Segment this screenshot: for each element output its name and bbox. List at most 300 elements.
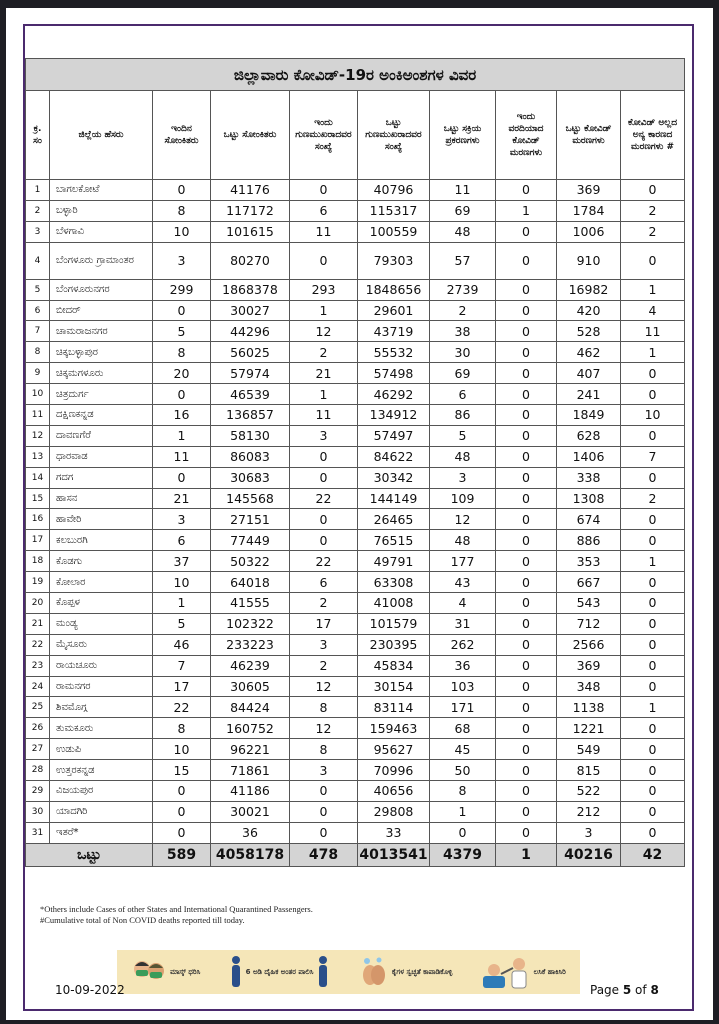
value-cell: 11 — [290, 405, 358, 426]
value-cell: 0 — [496, 613, 557, 634]
total-value: 40216 — [557, 843, 621, 866]
value-cell: 0 — [621, 613, 685, 634]
value-cell: 27 — [26, 739, 50, 760]
value-cell: 30027 — [211, 300, 290, 321]
value-cell: 41186 — [211, 781, 290, 802]
value-cell: 2 — [26, 200, 50, 221]
district-name-cell: ಚಾಮರಾಜನಗರ — [50, 321, 153, 342]
district-name-cell: ಚಿಕ್ಕಮಗಳೂರು — [50, 363, 153, 384]
value-cell: 6 — [26, 300, 50, 321]
district-name-cell: ಬೆಳಗಾವಿ — [50, 221, 153, 242]
table-row — [26, 551, 685, 572]
value-cell: 26465 — [358, 509, 430, 530]
value-cell: 86083 — [211, 446, 290, 467]
value-cell: 3 — [557, 822, 621, 843]
value-cell: 159463 — [358, 718, 430, 739]
value-cell: 1 — [290, 300, 358, 321]
value-cell: 21 — [153, 488, 211, 509]
value-cell: 48 — [430, 530, 496, 551]
value-cell: 230395 — [358, 634, 430, 655]
footnote-non-covid: #Cumulative total of Non COVID deaths reported till today. — [40, 915, 245, 925]
district-name-cell: ಮೈಸೂರು — [50, 634, 153, 655]
value-cell: 76515 — [358, 530, 430, 551]
value-cell: 0 — [496, 321, 557, 342]
value-cell: 3 — [290, 760, 358, 781]
value-cell: 41555 — [211, 593, 290, 614]
header-cell: ಕೋವಿಡ್ ಅಲ್ಲದ ಅನ್ಯ ಕಾರಣದ ಮರಣಗಳು # — [621, 91, 685, 180]
table-row — [26, 801, 685, 822]
page-number: Page 5 of 8 — [590, 983, 659, 997]
value-cell: 0 — [290, 467, 358, 488]
value-cell: 144149 — [358, 488, 430, 509]
table-row — [26, 363, 685, 384]
value-cell: 0 — [496, 279, 557, 300]
value-cell: 6 — [290, 200, 358, 221]
header-cell: ಇಂದು ಗುಣಮುಖರಾದವರ ಸಂಖ್ಯೆ — [290, 91, 358, 180]
value-cell: 46239 — [211, 655, 290, 676]
value-cell: 31 — [430, 613, 496, 634]
table-row — [26, 446, 685, 467]
value-cell: 0 — [496, 781, 557, 802]
value-cell: 0 — [496, 551, 557, 572]
value-cell: 0 — [290, 822, 358, 843]
value-cell: 0 — [621, 718, 685, 739]
value-cell: 8 — [26, 342, 50, 363]
value-cell: 2566 — [557, 634, 621, 655]
value-cell: 4 — [26, 242, 50, 279]
value-cell: 5 — [26, 279, 50, 300]
value-cell: 55532 — [358, 342, 430, 363]
header-cell: ಒಟ್ಟು ಗುಣಮುಖರಾದವರ ಸಂಖ್ಯೆ — [358, 91, 430, 180]
value-cell: 0 — [153, 781, 211, 802]
total-value: 4013541 — [358, 843, 430, 866]
district-name-cell: ಹಾವೇರಿ — [50, 509, 153, 530]
value-cell: 1 — [621, 551, 685, 572]
value-cell: 0 — [496, 822, 557, 843]
value-cell: 3 — [26, 221, 50, 242]
value-cell: 50322 — [211, 551, 290, 572]
district-name-cell: ತುಮಕೂರು — [50, 718, 153, 739]
value-cell: 44296 — [211, 321, 290, 342]
value-cell: 0 — [496, 655, 557, 676]
value-cell: 40796 — [358, 180, 430, 201]
value-cell: 0 — [496, 405, 557, 426]
value-cell: 0 — [430, 822, 496, 843]
value-cell: 667 — [557, 572, 621, 593]
district-name-cell: ಬೀದರ್ — [50, 300, 153, 321]
value-cell: 17 — [26, 530, 50, 551]
value-cell: 68 — [430, 718, 496, 739]
value-cell: 13 — [26, 446, 50, 467]
district-name-cell: ಕೋಲಾರ — [50, 572, 153, 593]
value-cell: 2739 — [430, 279, 496, 300]
value-cell: 0 — [496, 739, 557, 760]
value-cell: 109 — [430, 488, 496, 509]
district-name-cell: ಶಿವಮೊಗ್ಗ — [50, 697, 153, 718]
header-cell: ಒಟ್ಟು ಸೋಂಕಿತರು — [211, 91, 290, 180]
value-cell: 9 — [26, 363, 50, 384]
table-row — [26, 321, 685, 342]
value-cell: 1 — [496, 200, 557, 221]
value-cell: 46292 — [358, 384, 430, 405]
value-cell: 20 — [153, 363, 211, 384]
value-cell: 57974 — [211, 363, 290, 384]
value-cell: 1308 — [557, 488, 621, 509]
value-cell: 2 — [290, 342, 358, 363]
value-cell: 11 — [153, 446, 211, 467]
value-cell: 30 — [430, 342, 496, 363]
value-cell: 0 — [290, 801, 358, 822]
value-cell: 115317 — [358, 200, 430, 221]
value-cell: 6 — [290, 572, 358, 593]
total-row — [26, 843, 685, 866]
value-cell: 29601 — [358, 300, 430, 321]
person-right-icon — [316, 955, 330, 989]
district-name-cell: ದಾವಣಗೆರೆ — [50, 425, 153, 446]
value-cell: 462 — [557, 342, 621, 363]
vaccine-text: ಲಸಿಕೆ ಹಾಕಿಸಿರಿ — [533, 967, 566, 976]
value-cell: 0 — [621, 384, 685, 405]
total-value: 478 — [290, 843, 358, 866]
value-cell: 23 — [26, 655, 50, 676]
district-name-cell: ಇತರೆ* — [50, 822, 153, 843]
district-name-cell: ಕಲಬುರಗಿ — [50, 530, 153, 551]
value-cell: 45 — [430, 739, 496, 760]
value-cell: 8 — [153, 718, 211, 739]
value-cell: 241 — [557, 384, 621, 405]
value-cell: 25 — [26, 697, 50, 718]
value-cell: 33 — [358, 822, 430, 843]
value-cell: 0 — [621, 509, 685, 530]
value-cell: 2 — [621, 221, 685, 242]
value-cell: 63308 — [358, 572, 430, 593]
value-cell: 101579 — [358, 613, 430, 634]
value-cell: 0 — [496, 384, 557, 405]
value-cell: 84622 — [358, 446, 430, 467]
value-cell: 0 — [290, 781, 358, 802]
value-cell: 1 — [621, 279, 685, 300]
value-cell: 0 — [290, 242, 358, 279]
value-cell: 0 — [621, 593, 685, 614]
table-row — [26, 613, 685, 634]
value-cell: 0 — [496, 363, 557, 384]
value-cell: 26 — [26, 718, 50, 739]
value-cell: 17 — [290, 613, 358, 634]
value-cell: 57498 — [358, 363, 430, 384]
value-cell: 22 — [290, 551, 358, 572]
value-cell: 233223 — [211, 634, 290, 655]
mask-segment — [131, 954, 200, 990]
district-name-cell: ಗದಗ — [50, 467, 153, 488]
table-row — [26, 655, 685, 676]
hands-text: ಕೈಗಳ ಸ್ವಚ್ಛತೆ ಕಾಪಾಡಿಕೊಳ್ಳಿ — [391, 967, 453, 976]
value-cell: 29 — [26, 781, 50, 802]
district-name-cell: ಚಿಕ್ಕಬಳ್ಳಾಪುರ — [50, 342, 153, 363]
district-name-cell: ವಿಜಯಪುರ — [50, 781, 153, 802]
value-cell: 48 — [430, 221, 496, 242]
district-name-cell: ರಾಮನಗರ — [50, 676, 153, 697]
value-cell: 145568 — [211, 488, 290, 509]
value-cell: 10 — [153, 221, 211, 242]
value-cell: 0 — [496, 718, 557, 739]
value-cell: 353 — [557, 551, 621, 572]
value-cell: 369 — [557, 655, 621, 676]
table-row — [26, 530, 685, 551]
value-cell: 3 — [153, 242, 211, 279]
value-cell: 5 — [430, 425, 496, 446]
value-cell: 0 — [621, 572, 685, 593]
value-cell: 8 — [153, 342, 211, 363]
value-cell: 11 — [621, 321, 685, 342]
value-cell: 815 — [557, 760, 621, 781]
value-cell: 71861 — [211, 760, 290, 781]
value-cell: 549 — [557, 739, 621, 760]
value-cell: 27151 — [211, 509, 290, 530]
table-row — [26, 718, 685, 739]
district-name-cell: ರಾಯಚೂರು — [50, 655, 153, 676]
value-cell: 15 — [26, 488, 50, 509]
page-total: 8 — [650, 983, 659, 997]
value-cell: 3 — [153, 509, 211, 530]
table-row — [26, 760, 685, 781]
value-cell: 3 — [290, 425, 358, 446]
value-cell: 712 — [557, 613, 621, 634]
value-cell: 16982 — [557, 279, 621, 300]
page-current: 5 — [622, 983, 632, 997]
district-name-cell: ದಕ್ಷಿಣಕನ್ನಡ — [50, 405, 153, 426]
value-cell: 31 — [26, 822, 50, 843]
value-cell: 522 — [557, 781, 621, 802]
value-cell: 95627 — [358, 739, 430, 760]
value-cell: 1221 — [557, 718, 621, 739]
value-cell: 1 — [26, 180, 50, 201]
table-title: ಜಿಲ್ಲಾವಾರು ಕೋವಿಡ್-19ರ ಅಂಕಿಅಂಶಗಳ ವಿವರ — [26, 59, 685, 91]
mask-text: ಮಾಸ್ಕ್ ಧರಿಸಿ — [170, 967, 201, 976]
value-cell: 117172 — [211, 200, 290, 221]
value-cell: 0 — [290, 530, 358, 551]
district-name-cell: ಉಡುಪಿ — [50, 739, 153, 760]
value-cell: 41176 — [211, 180, 290, 201]
value-cell: 45834 — [358, 655, 430, 676]
table-row — [26, 242, 685, 279]
value-cell: 0 — [496, 530, 557, 551]
header-cell: ಕ್ರ. ಸಂ — [26, 91, 50, 180]
value-cell: 0 — [496, 446, 557, 467]
distance-segment — [229, 955, 331, 989]
table-row — [26, 342, 685, 363]
value-cell: 0 — [621, 781, 685, 802]
value-cell: 7 — [26, 321, 50, 342]
value-cell: 1406 — [557, 446, 621, 467]
value-cell: 83114 — [358, 697, 430, 718]
value-cell: 58130 — [211, 425, 290, 446]
value-cell: 0 — [496, 488, 557, 509]
value-cell: 5 — [153, 613, 211, 634]
value-cell: 369 — [557, 180, 621, 201]
value-cell: 8 — [290, 739, 358, 760]
header-cell: ಇಂದು ವರದಿಯಾದ ಕೋವಿಡ್ ಮರಣಗಳು — [496, 91, 557, 180]
total-value: 1 — [496, 843, 557, 866]
distance-text: 6 ಅಡಿ ದೈಹಿಕ ಅಂತರ ಪಾಲಿಸಿ — [245, 967, 314, 976]
value-cell: 0 — [496, 509, 557, 530]
value-cell: 29808 — [358, 801, 430, 822]
value-cell: 38 — [430, 321, 496, 342]
value-cell: 0 — [621, 530, 685, 551]
value-cell: 30 — [26, 801, 50, 822]
value-cell: 1 — [430, 801, 496, 822]
total-value: 42 — [621, 843, 685, 866]
table-row — [26, 822, 685, 843]
mask-faces-icon — [131, 954, 167, 990]
value-cell: 2 — [290, 655, 358, 676]
value-cell: 1784 — [557, 200, 621, 221]
value-cell: 0 — [621, 822, 685, 843]
district-name-cell: ಉತ್ತರಕನ್ನಡ — [50, 760, 153, 781]
value-cell: 40656 — [358, 781, 430, 802]
value-cell: 46 — [153, 634, 211, 655]
value-cell: 0 — [290, 180, 358, 201]
total-value: 4379 — [430, 843, 496, 866]
value-cell: 57497 — [358, 425, 430, 446]
table-row — [26, 593, 685, 614]
district-name-cell: ಬೆಂಗಳೂರು ಗ್ರಾಮಾಂತರ — [50, 242, 153, 279]
value-cell: 0 — [496, 801, 557, 822]
district-name-cell: ಹಾಸನ — [50, 488, 153, 509]
value-cell: 674 — [557, 509, 621, 530]
value-cell: 2 — [621, 488, 685, 509]
value-cell: 30605 — [211, 676, 290, 697]
header-cell: ಇಂದಿನ ಸೋಂಕಿತರು — [153, 91, 211, 180]
value-cell: 30342 — [358, 467, 430, 488]
value-cell: 30021 — [211, 801, 290, 822]
value-cell: 3 — [430, 467, 496, 488]
value-cell: 0 — [496, 572, 557, 593]
value-cell: 57 — [430, 242, 496, 279]
value-cell: 11 — [430, 180, 496, 201]
value-cell: 299 — [153, 279, 211, 300]
value-cell: 103 — [430, 676, 496, 697]
value-cell: 12 — [290, 676, 358, 697]
value-cell: 22 — [290, 488, 358, 509]
value-cell: 79303 — [358, 242, 430, 279]
district-name-cell: ಬೆಂಗಳೂರುನಗರ — [50, 279, 153, 300]
value-cell: 69 — [430, 200, 496, 221]
value-cell: 11 — [290, 221, 358, 242]
value-cell: 4 — [430, 593, 496, 614]
vaccine-segment — [481, 954, 566, 990]
table-row — [26, 425, 685, 446]
value-cell: 2 — [621, 200, 685, 221]
value-cell: 6 — [153, 530, 211, 551]
value-cell: 2 — [290, 593, 358, 614]
value-cell: 1 — [290, 384, 358, 405]
value-cell: 1 — [621, 342, 685, 363]
table-row — [26, 572, 685, 593]
value-cell: 16 — [153, 405, 211, 426]
footnotes — [40, 904, 313, 926]
district-name-cell: ಚಿತ್ರದುರ್ಗ — [50, 384, 153, 405]
value-cell: 12 — [26, 425, 50, 446]
value-cell: 0 — [153, 801, 211, 822]
person-left-icon — [229, 955, 243, 989]
table-row — [26, 384, 685, 405]
value-cell: 0 — [496, 425, 557, 446]
value-cell: 10 — [153, 739, 211, 760]
value-cell: 0 — [621, 425, 685, 446]
value-cell: 64018 — [211, 572, 290, 593]
value-cell: 102322 — [211, 613, 290, 634]
value-cell: 14 — [26, 467, 50, 488]
value-cell: 0 — [496, 242, 557, 279]
value-cell: 0 — [496, 593, 557, 614]
table-row — [26, 781, 685, 802]
value-cell: 1848656 — [358, 279, 430, 300]
value-cell: 628 — [557, 425, 621, 446]
value-cell: 101615 — [211, 221, 290, 242]
value-cell: 2 — [430, 300, 496, 321]
district-name-cell: ಯಾದಗಿರಿ — [50, 801, 153, 822]
value-cell: 6 — [430, 384, 496, 405]
value-cell: 36 — [211, 822, 290, 843]
value-cell: 22 — [153, 697, 211, 718]
value-cell: 4 — [621, 300, 685, 321]
value-cell: 0 — [496, 676, 557, 697]
value-cell: 0 — [621, 739, 685, 760]
value-cell: 96221 — [211, 739, 290, 760]
value-cell: 100559 — [358, 221, 430, 242]
value-cell: 12 — [290, 321, 358, 342]
value-cell: 28 — [26, 760, 50, 781]
header-cell: ಒಟ್ಟು ಸಕ್ರಿಯ ಪ್ರಕರಣಗಳು — [430, 91, 496, 180]
value-cell: 24 — [26, 676, 50, 697]
value-cell: 8 — [430, 781, 496, 802]
value-cell: 41008 — [358, 593, 430, 614]
value-cell: 8 — [290, 697, 358, 718]
report-date: 10-09-2022 — [55, 983, 125, 997]
table-row — [26, 467, 685, 488]
value-cell: 420 — [557, 300, 621, 321]
value-cell: 49791 — [358, 551, 430, 572]
value-cell: 77449 — [211, 530, 290, 551]
header-row — [26, 91, 685, 180]
value-cell: 21 — [290, 363, 358, 384]
footnote-others: *Others include Cases of other States and International Quarantined Passengers. — [40, 904, 313, 914]
value-cell: 36 — [430, 655, 496, 676]
table-row — [26, 180, 685, 201]
value-cell: 0 — [621, 801, 685, 822]
value-cell: 12 — [430, 509, 496, 530]
total-label: ಒಟ್ಟು — [26, 843, 153, 866]
value-cell: 7 — [621, 446, 685, 467]
value-cell: 10 — [621, 405, 685, 426]
value-cell: 1006 — [557, 221, 621, 242]
table-row — [26, 221, 685, 242]
value-cell: 0 — [621, 634, 685, 655]
value-cell: 212 — [557, 801, 621, 822]
value-cell: 69 — [430, 363, 496, 384]
value-cell: 1138 — [557, 697, 621, 718]
value-cell: 910 — [557, 242, 621, 279]
value-cell: 86 — [430, 405, 496, 426]
hands-segment — [359, 955, 453, 989]
district-name-cell: ಬಳ್ಳಾರಿ — [50, 200, 153, 221]
value-cell: 43719 — [358, 321, 430, 342]
district-name-cell: ಕೊಡಗು — [50, 551, 153, 572]
value-cell: 18 — [26, 551, 50, 572]
value-cell: 1849 — [557, 405, 621, 426]
value-cell: 0 — [496, 467, 557, 488]
value-cell: 0 — [496, 634, 557, 655]
